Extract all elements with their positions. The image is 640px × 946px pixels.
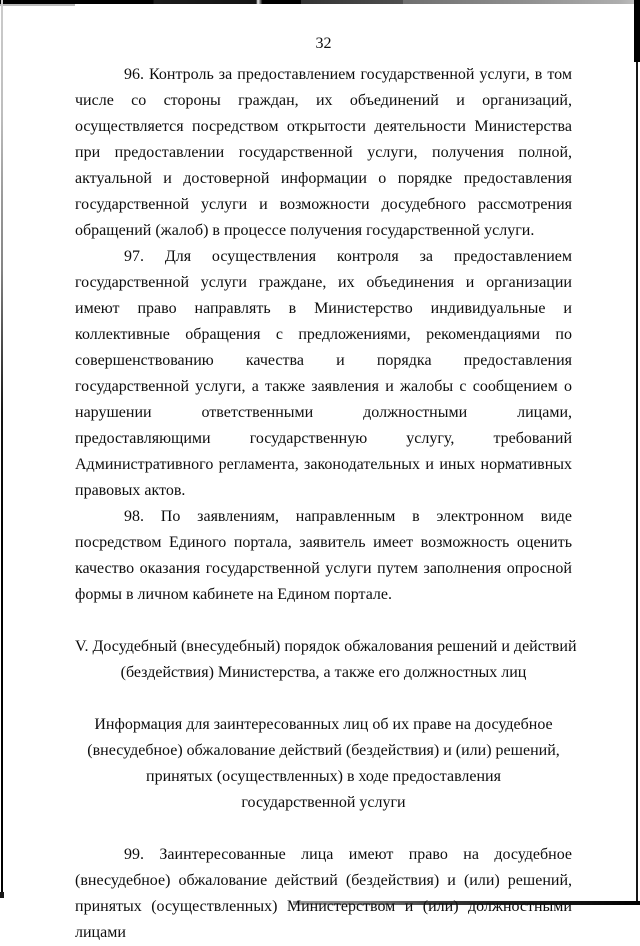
scan-artifact-right-edge <box>636 62 638 905</box>
section-heading-line: (бездействия) Министерства, а также его должностных лиц <box>120 664 527 681</box>
paragraph-97: 97. Для осуществления контроля за предоставлением государственной услуги граждане, их объединения и организации имеют право направлять в Министерство индивидуальные и коллективные обращения с предложениями, рекомендациями по совершенствованию качества и порядка предоставления государственной услуги, а также заявления и жалобы с сообщением о нарушении ответственными должностными лицами, предоставляющими государственную услугу, требований Административного регламента, законодательных и иных нормативных правовых актов. <box>75 248 572 499</box>
info-subheading-line: (внесудебное) обжалование действий (бездействия) и (или) решений, <box>87 742 560 759</box>
info-subheading-line: принятых (осуществленных) в ходе предоставления <box>146 768 501 785</box>
paragraph-98: 98. По заявлениям, направленным в электронном виде посредством Единого портала, заявитель имеет возможность оценить качество оказания государственной услуги путем заполнения опросной формы в личном кабинете на Едином портале. <box>75 508 572 603</box>
paragraph-96: 96. Контроль за предоставлением государственной услуги, в том числе со стороны граждан, их объединений и организаций, осуществляется посредством открытости деятельности Министерства при предоставлении государственной услуги, получения полной, актуальной и достоверной информации о порядке предоставления государственной услуги и возможности досудебного рассмотрения обращений (жалоб) в процессе получения государственной услуги. <box>75 66 572 239</box>
page-number: 32 <box>315 35 332 52</box>
section-heading-line: V. Досудебный (внесудебный) порядок обжалования решений и действий <box>75 638 577 655</box>
paragraph-99: 99. Заинтересованные лица имеют право на досудебное (внесудебное) обжалование действий (бездействия) и (или) решений, принятых (осуществленных) Министерством и (или) должностными лицами <box>75 846 572 941</box>
scan-artifact-top-edge <box>0 0 640 4</box>
info-subheading <box>75 712 572 816</box>
info-subheading-line: Информация для заинтересованных лиц об их праве на досудебное <box>94 716 553 733</box>
scan-artifact-left-edge-tip <box>0 892 4 898</box>
scan-artifact-left-edge <box>1 0 3 897</box>
section-heading-v <box>75 634 577 686</box>
info-subheading-line: государственной услуги <box>241 794 406 811</box>
document-content <box>75 31 577 946</box>
scan-artifact-top-edge-gray <box>0 4 75 6</box>
scan-artifact-right-top-block <box>634 0 640 62</box>
